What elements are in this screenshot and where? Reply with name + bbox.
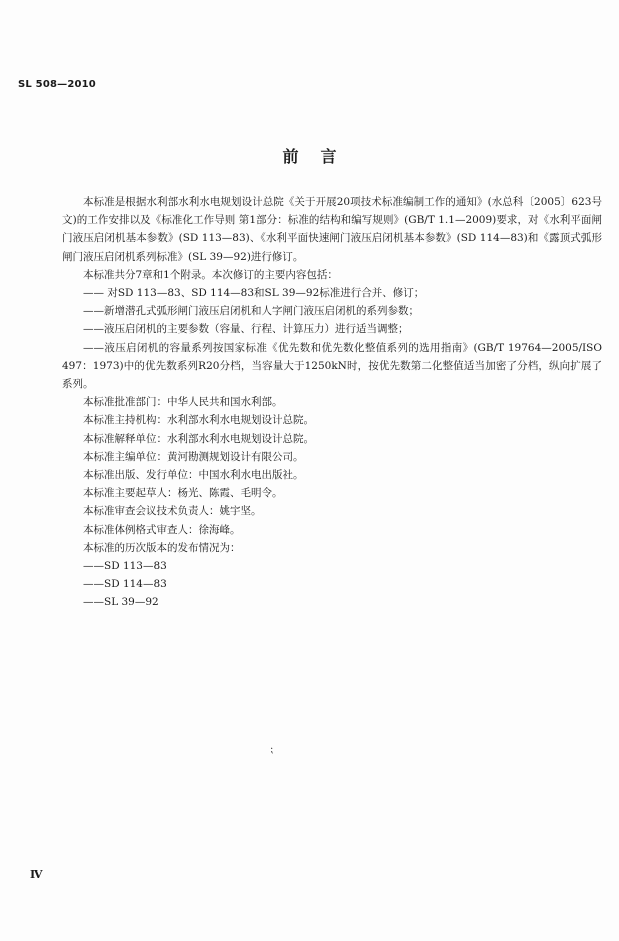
stray-mark: ⁏ [270,744,274,755]
editor-line: 本标准主编单位：黄河勘测规划设计有限公司。 [83,450,304,463]
revision-item: —— 对SD 113—83、SD 114—83和SL 39—92标准进行合并、修订； [83,287,425,300]
format-review-line: 本标准体例格式审查人：徐海峰。 [83,523,241,536]
revision-item: ——液压启闭机的容量系列按国家标准《优先数和优先数化整值系列的选用指南》(GB/T 19764—2005/ISO 497：1973)中的优先数系列R20分档，当容量大于1250kN时，按优先数第二化整值适当加密了分档，纵向扩展了系列。 [62,341,602,391]
summary-line: 本标准共分7章和1个附录。本次修订的主要内容包括： [83,268,338,281]
history-item: ——SL 39—92 [83,596,159,609]
intro-paragraph: 本标准是根据水利部水利水电规划设计总院《关于开展20项技术标准编制工作的通知》(水总科〔2005〕623号文)的工作安排以及《标准化工作导则 第1部分：标准的结构和编写规则》(GB/T 1.1—2009)要求，对《水利平面闸门液压启闭机基本参数》(SD 113—83)、《水利平面快速闸门液压启闭机基本参数》(SD 114—83)和《露顶式弧形闸门液压启闭机系列标准》(SL 39—92)进行修订。 [62,196,602,263]
review-lead-line: 本标准审查会议技术负责人：姚宇坚。 [83,505,262,518]
publisher-line: 本标准出版、发行单位：中国水利水电出版社。 [83,469,304,482]
history-item: ——SD 113—83 [83,560,167,573]
drafters-line: 本标准主要起草人：杨光、陈霞、毛明令。 [83,487,283,500]
approval-line: 本标准批准部门：中华人民共和国水利部。 [83,396,283,409]
page-number: Ⅳ [30,868,43,881]
revision-item: ——液压启闭机的主要参数（容量、行程、计算压力）进行适当调整； [83,323,409,336]
interpretation-line: 本标准解释单位：水利部水利水电规划设计总院。 [83,432,314,445]
standard-code: SL 508—2010 [18,79,96,90]
revision-item: ——新增潜孔式弧形闸门液压启闭机和人字闸门液压启闭机的系列参数； [83,305,419,318]
history-item: ——SD 114—83 [83,578,167,591]
history-intro-line: 本标准的历次版本的发布情况为： [83,541,241,554]
host-line: 本标准主持机构：水利部水利水电规划设计总院。 [83,414,314,427]
body-text [62,193,602,612]
page-title: 前言 [282,147,359,166]
